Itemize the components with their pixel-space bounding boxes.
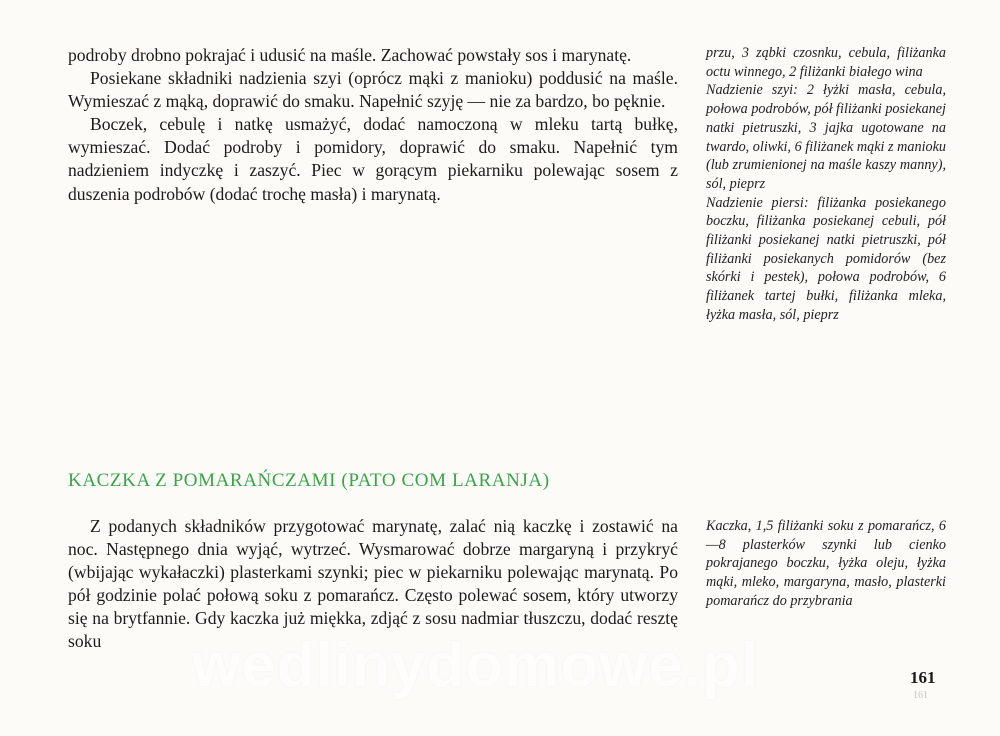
ingredients-breast-stuffing: Nadzienie piersi: filiżanka posiekanego boczku, filiżanka posiekanej cebuli, pół filiżanki posiekanej natki pietruszki, pół filiżanki posiekanych pomidorów (bez skórki i pestek), połowa podrobów, 6 filiżanek tartej bułki, filiżanka mleka, łyżka masła, sól, pieprz: [706, 194, 946, 323]
upper-main-text: [68, 44, 678, 206]
recipe-title: KACZKA Z POMARAŃCZAMI (PATO COM LARANJA): [68, 470, 550, 491]
ingredients-marinade: przu, 3 ząbki czosnku, cebula, filiżanka octu winnego, 2 filiżanki białego wina: [706, 45, 946, 80]
ingredients-neck-stuffing: Nadzienie szyi: 2 łyżki masła, cebula, połowa podrobów, pół filiżanki posiekanej natki pietruszki, 3 jajka ugotowane na twardo, oliwki, 6 filiżanek mąki z manioku (lub zrumienionej na maśle kaszy manny), sól, pieprz: [706, 82, 946, 192]
page-number-faint: 161: [913, 690, 928, 701]
recipe-instructions: Z podanych składników przygotować marynatę, zalać nią kaczkę i zostawić na noc. Następnego dnia wyjąć, wytrzeć. Wysmarować dobrze margaryną i przykryć (wbijając wykałaczki) plasterkami szynki; piec w piekarniku polewając marynatą. Po pół godzinie polać połową soku z pomarańcz. Często polewać sosem, który utworzy się na brytfannie. Gdy kaczka już miękka, zdjąć z sosu nadmiar tłuszczu, dodać resztę soku: [68, 516, 678, 652]
paragraph-neck-stuffing: Posiekane składniki nadzienia szyi (oprócz mąki z manioku) poddusić na maśle. Wymieszać z mąką, doprawić do smaku. Napełnić szyję — nie za bardzo, bo pęknie.: [68, 68, 678, 112]
upper-ingredients-sidebar: [706, 44, 946, 325]
recipe-ingredients: Kaczka, 1,5 filiżanki soku z pomarańcz, 6—8 plasterków szynki lub cienko pokrajanego boczku, łyżka oleju, łyżka mąki, mleko, margaryna, masło, plasterki pomarańcz do przybrania: [706, 518, 946, 609]
recipe-ingredients-sidebar: [706, 517, 946, 611]
watermark: wedlinydomowe.pl: [192, 631, 760, 700]
paragraph-continuation: podroby drobno pokrajać i udusić na maśle. Zachować powstały sos i marynatę.: [68, 45, 632, 65]
paragraph-breast-stuffing: Boczek, cebulę i natkę usmażyć, dodać namoczoną w mleku tartą bułkę, wymieszać. Dodać podroby i pomidory, doprawić do smaku. Napełnić tym nadzieniem indyczkę i zaszyć. Piec w gorącym piekarniku polewając sosem z duszenia podrobów (dodać trochę masła) i marynatą.: [68, 114, 678, 204]
page-number: 161: [910, 668, 936, 687]
